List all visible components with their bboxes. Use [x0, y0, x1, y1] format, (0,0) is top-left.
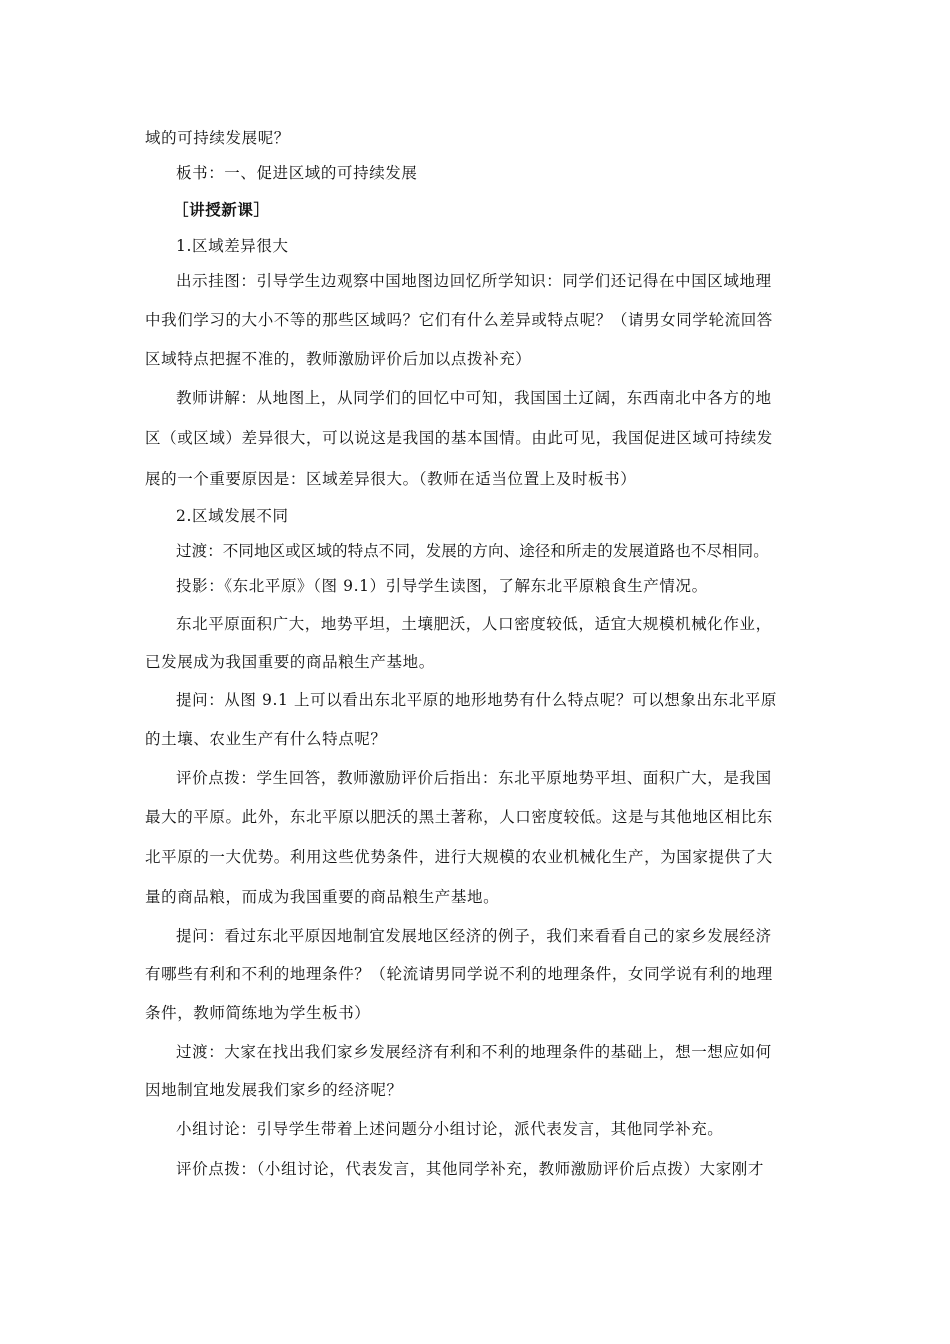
text-line: 有哪些有利和不利的地理条件？（轮流请男同学说不利的地理条件，女同学说有利的地理: [145, 965, 773, 983]
text-line: 已发展成为我国重要的商品粮生产基地。: [145, 653, 435, 671]
text-line: 量的商品粮，而成为我国重要的商品粮生产基地。: [145, 888, 500, 906]
subheading: 1.区域差异很大: [176, 237, 289, 255]
text-line: 过渡：大家在找出我们家乡发展经济有利和不利的地理条件的基础上，想一想应如何: [176, 1043, 772, 1061]
text-line: 教师讲解：从地图上，从同学们的回忆中可知，我国国土辽阔，东西南北中各方的地: [176, 389, 772, 407]
text-line: 提问：看过东北平原因地制宜发展地区经济的例子，我们来看看自己的家乡发展经济: [176, 927, 772, 945]
text-line: 提问：从图 9.1 上可以看出东北平原的地形地势有什么特点呢？可以想象出东北平原: [176, 691, 778, 709]
text-line: 区域特点把握不准的，教师激励评价后加以点拨补充）: [145, 350, 532, 368]
text-line: 东北平原面积广大，地势平坦，土壤肥沃，人口密度较低，适宜大规模机械化作业，: [176, 615, 772, 633]
text-line: 过渡：不同地区或区域的特点不同，发展的方向、途径和所走的发展道路也不尽相同。: [176, 542, 769, 560]
text-line: 条件，教师简练地为学生板书）: [145, 1004, 371, 1022]
section-heading: ［讲授新课］: [173, 200, 270, 219]
text-line: 评价点拨：（小组讨论，代表发言，其他同学补充，教师激励评价后点拨）大家刚才: [176, 1160, 764, 1178]
text-line: 北平原的一大优势。利用这些优势条件，进行大规模的农业机械化生产，为国家提供了大: [145, 848, 773, 866]
text-line: 出示挂图：引导学生边观察中国地图边回忆所学知识：同学们还记得在中国区域地理: [176, 272, 772, 290]
subheading: 2.区域发展不同: [176, 507, 289, 525]
blackboard-heading: 板书：一、促进区域的可持续发展: [176, 164, 418, 182]
text-line: 域的可持续发展呢？: [145, 129, 290, 147]
text-line: 的土壤、农业生产有什么特点呢？: [145, 730, 387, 748]
text-line: 展的一个重要原因是：区域差异很大。（教师在适当位置上及时板书）: [145, 470, 637, 488]
text-line: 最大的平原。此外，东北平原以肥沃的黑土著称，人口密度较低。这是与其他地区相比东: [145, 808, 773, 826]
text-line: 中我们学习的大小不等的那些区域吗？它们有什么差异或特点呢？（请男女同学轮流回答: [145, 311, 773, 329]
text-line: 小组讨论：引导学生带着上述问题分小组讨论，派代表发言，其他同学补充。: [176, 1120, 724, 1138]
text-line: 评价点拨：学生回答，教师激励评价后指出：东北平原地势平坦、面积广大，是我国: [176, 769, 772, 787]
text-line: 因地制宜地发展我们家乡的经济呢？: [145, 1081, 403, 1099]
text-line: 投影：《东北平原》（图 9.1）引导学生读图，了解东北平原粮食生产情况。: [176, 577, 708, 595]
text-line: 区（或区域）差异很大，可以说这是我国的基本国情。由此可见，我国促进区域可持续发: [145, 429, 773, 447]
